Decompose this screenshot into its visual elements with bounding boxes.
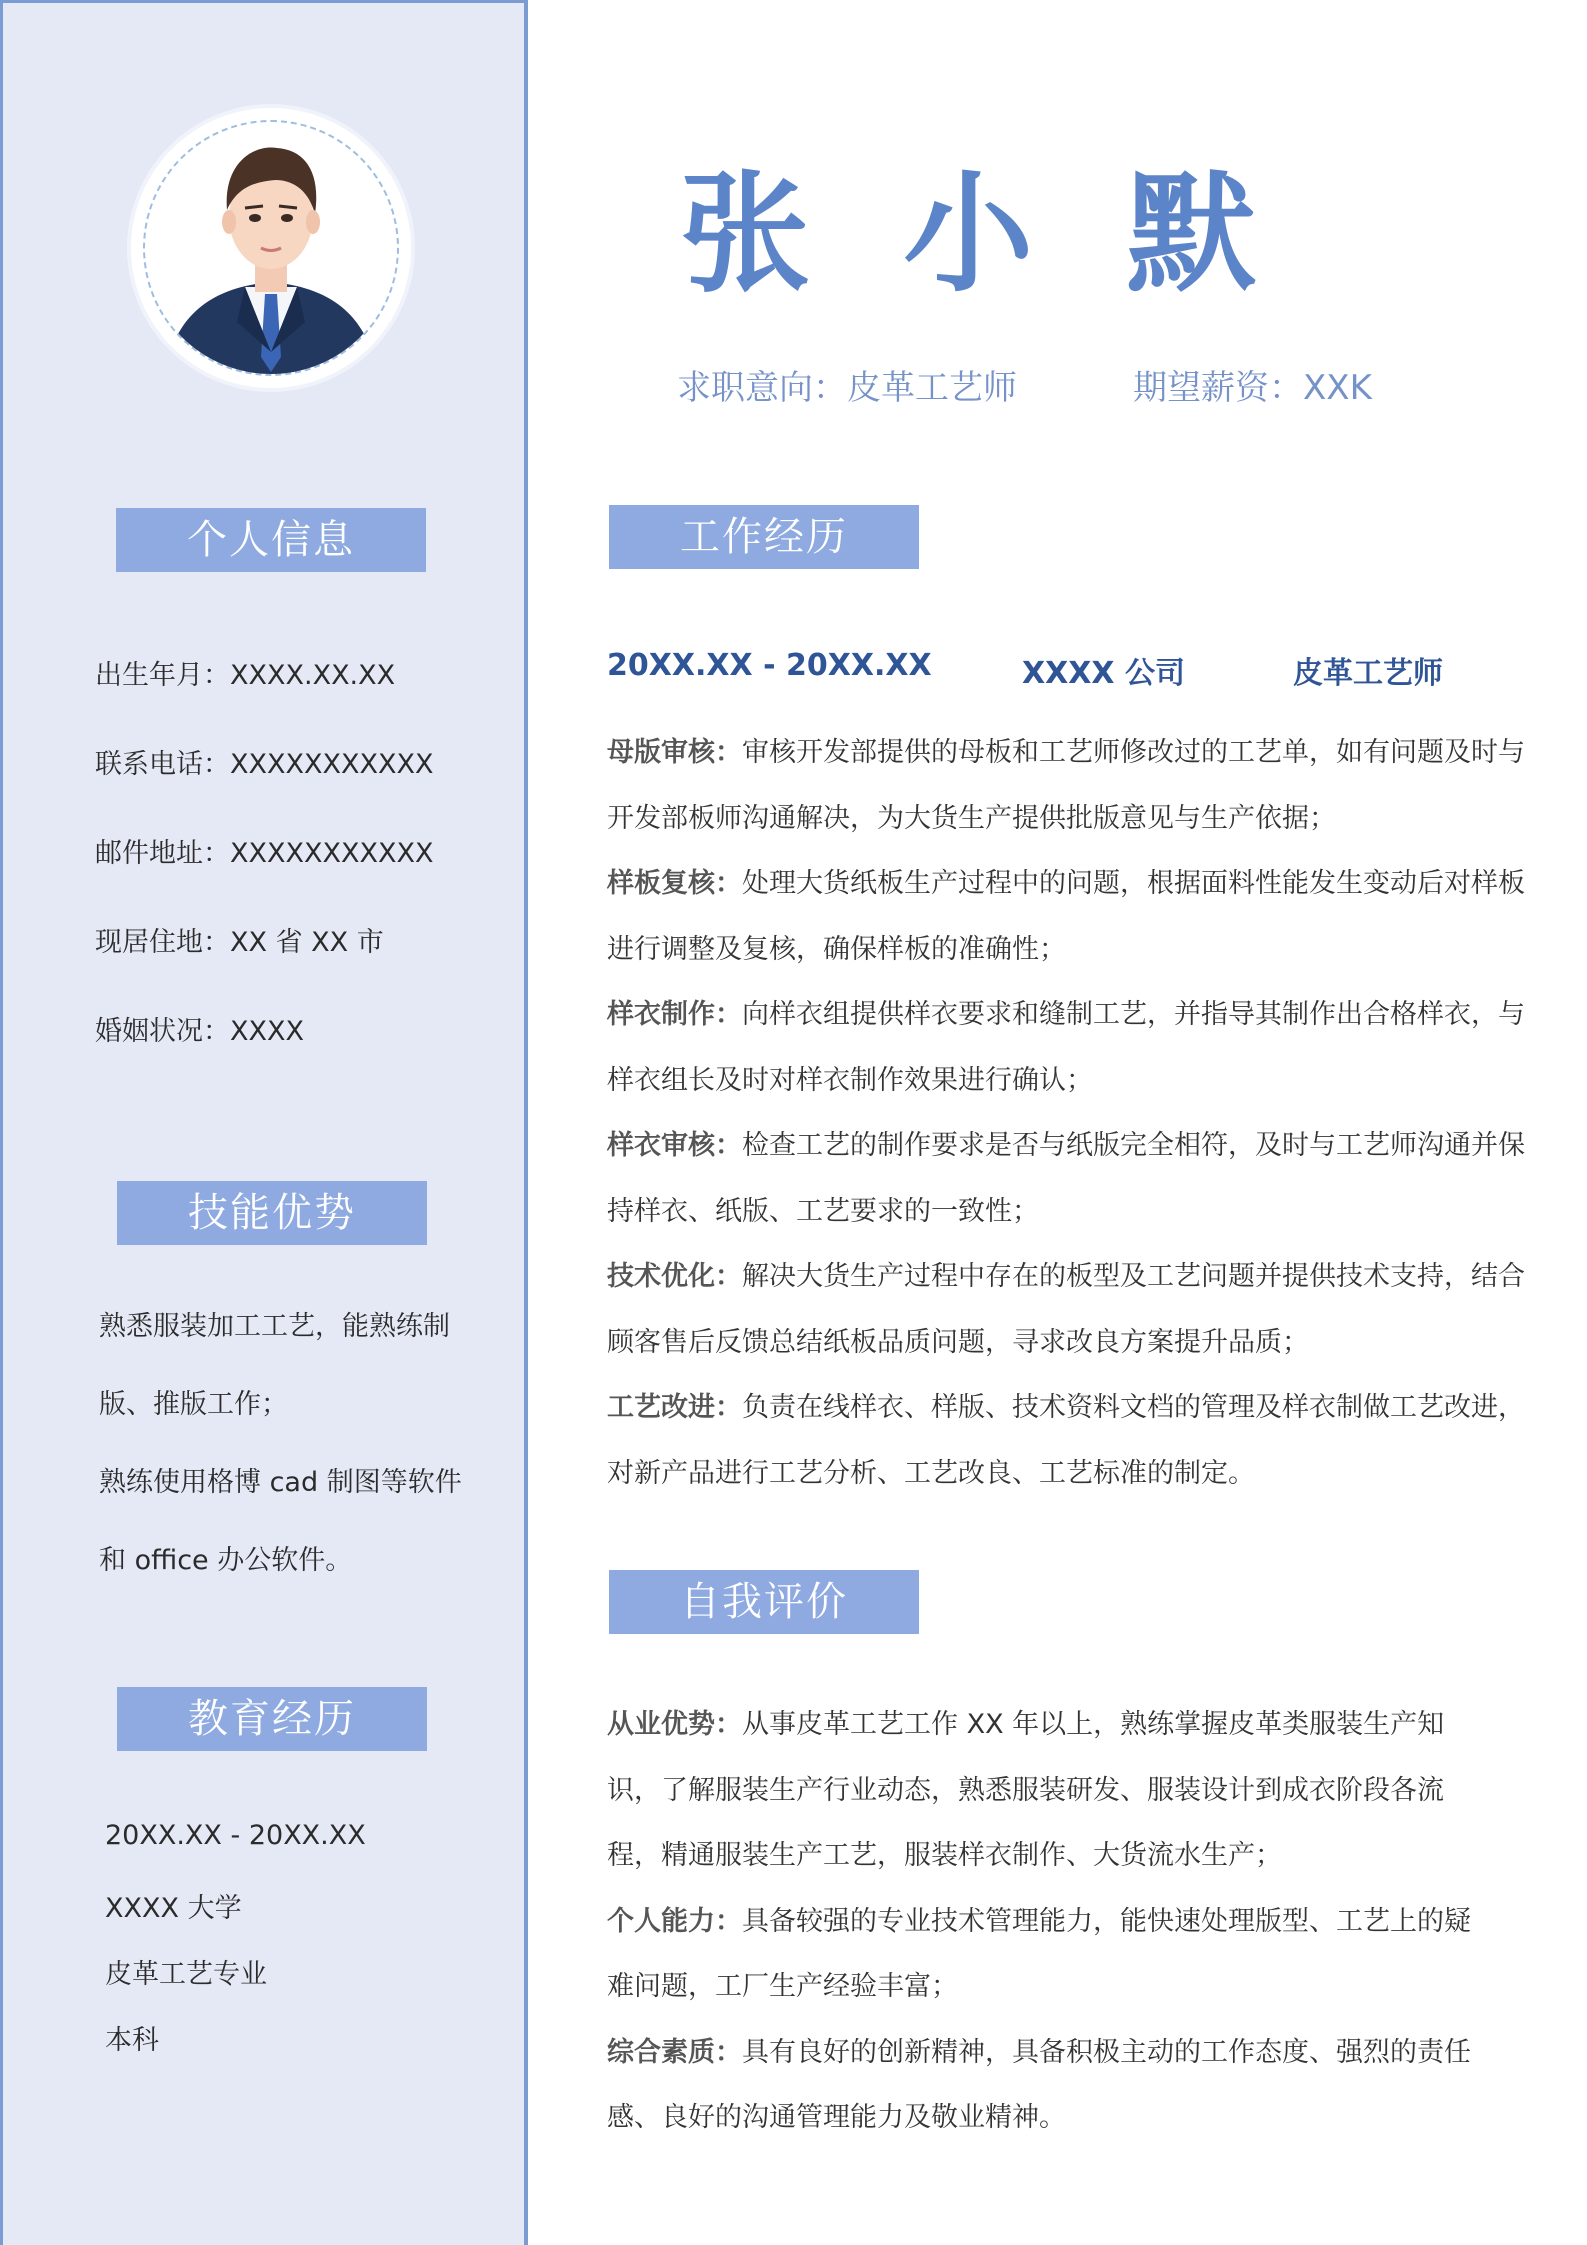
work-item [607, 1244, 1527, 1375]
personal-info-heading: 个人信息 [116, 508, 426, 572]
work-company: XXXX 公司 [1022, 656, 1185, 691]
work-position: 皮革工艺师 [1293, 656, 1443, 691]
work-item-label: 样板复核： [607, 868, 742, 899]
skill-line: 熟练使用格博 cad 制图等软件 [99, 1467, 462, 1498]
birth-date: 出生年月：XXXX.XX.XX [95, 660, 396, 691]
work-item [607, 851, 1527, 982]
education-heading: 教育经历 [117, 1687, 427, 1751]
avatar-portrait [143, 120, 399, 376]
self-item [607, 2020, 1487, 2151]
self-evaluation-heading: 自我评价 [609, 1570, 919, 1634]
self-item [607, 1889, 1487, 2020]
candidate-name: 张 小 默 [680, 158, 1281, 310]
work-period: 20XX.XX - 20XX.XX [607, 648, 932, 683]
self-item [607, 1692, 1487, 1889]
work-item-label: 技术优化： [607, 1261, 742, 1292]
education-major: 皮革工艺专业 [105, 1959, 267, 1990]
work-item-text: 处理大货纸板生产过程中的问题，根据面料性能发生变动后对样板进行调整及复核，确保样板的准确性； [607, 868, 1525, 965]
self-item-text: 从事皮革工艺工作 XX 年以上，熟练掌握皮革类服装生产知识，了解服装生产行业动态，熟悉服装研发、服装设计到成衣阶段各流程，精通服装生产工艺，服装样衣制作、大货流水生产； [607, 1709, 1445, 1871]
expected-salary: 期望薪资：XXK [1133, 368, 1372, 408]
work-item [607, 982, 1527, 1113]
work-item-text: 解决大货生产过程中存在的板型及工艺问题并提供技术支持，结合顾客售后反馈总结纸板品质问题，寻求改良方案提升品质； [607, 1261, 1525, 1358]
self-evaluation [607, 1692, 1487, 2151]
work-description [607, 720, 1527, 1506]
residence: 现居住地：XX 省 XX 市 [95, 927, 384, 958]
work-item-text: 向样衣组提供样衣要求和缝制工艺，并指导其制作出合格样衣，与样衣组长及时对样衣制作效果进行确认； [607, 999, 1525, 1096]
self-item-label: 个人能力： [607, 1905, 742, 1937]
work-item-text: 审核开发部提供的母板和工艺师修改过的工艺单，如有问题及时与开发部板师沟通解决，为大货生产提供批版意见与生产依据； [607, 737, 1525, 834]
sidebar [0, 0, 528, 2245]
phone: 联系电话：XXXXXXXXXXX [95, 749, 434, 780]
work-item-label: 母版审核： [607, 737, 742, 768]
work-item-text: 检查工艺的制作要求是否与纸版完全相符，及时与工艺师沟通并保持样衣、纸版、工艺要求的一致性； [607, 1130, 1525, 1227]
skill-line: 和 office 办公软件。 [99, 1545, 353, 1576]
self-item-label: 综合素质： [607, 2036, 742, 2068]
education-period: 20XX.XX - 20XX.XX [105, 1820, 366, 1851]
skill-line: 熟悉服装加工工艺，能熟练制 [99, 1311, 450, 1342]
skills-heading: 技能优势 [117, 1181, 427, 1245]
work-item [607, 720, 1527, 851]
marital-status: 婚姻状况：XXXX [95, 1016, 304, 1047]
education-degree: 本科 [105, 2025, 159, 2056]
work-item [607, 1375, 1527, 1506]
email: 邮件地址：XXXXXXXXXXX [95, 838, 434, 869]
portrait-illustration [145, 122, 397, 374]
work-item-label: 样衣制作： [607, 999, 742, 1030]
self-item-text: 具备较强的专业技术管理能力，能快速处理版型、工艺上的疑难问题，工厂生产经验丰富； [607, 1905, 1471, 2002]
work-item-label: 样衣审核： [607, 1130, 742, 1161]
work-item [607, 1113, 1527, 1244]
education-school: XXXX 大学 [105, 1893, 242, 1924]
work-item-text: 负责在线样衣、样版、技术资料文档的管理及样衣制做工艺改进，对新产品进行工艺分析、工艺改良、工艺标准的制定。 [607, 1392, 1525, 1489]
self-item-text: 具有良好的创新精神，具备积极主动的工作态度、强烈的责任感、良好的沟通管理能力及敬业精神。 [607, 2036, 1471, 2133]
work-item-label: 工艺改进： [607, 1392, 742, 1423]
job-intent: 求职意向：皮革工艺师 [677, 368, 1017, 408]
self-item-label: 从业优势： [607, 1709, 742, 1740]
skill-line: 版、推版工作； [99, 1389, 288, 1420]
avatar [131, 108, 411, 388]
work-experience-heading: 工作经历 [609, 505, 919, 569]
